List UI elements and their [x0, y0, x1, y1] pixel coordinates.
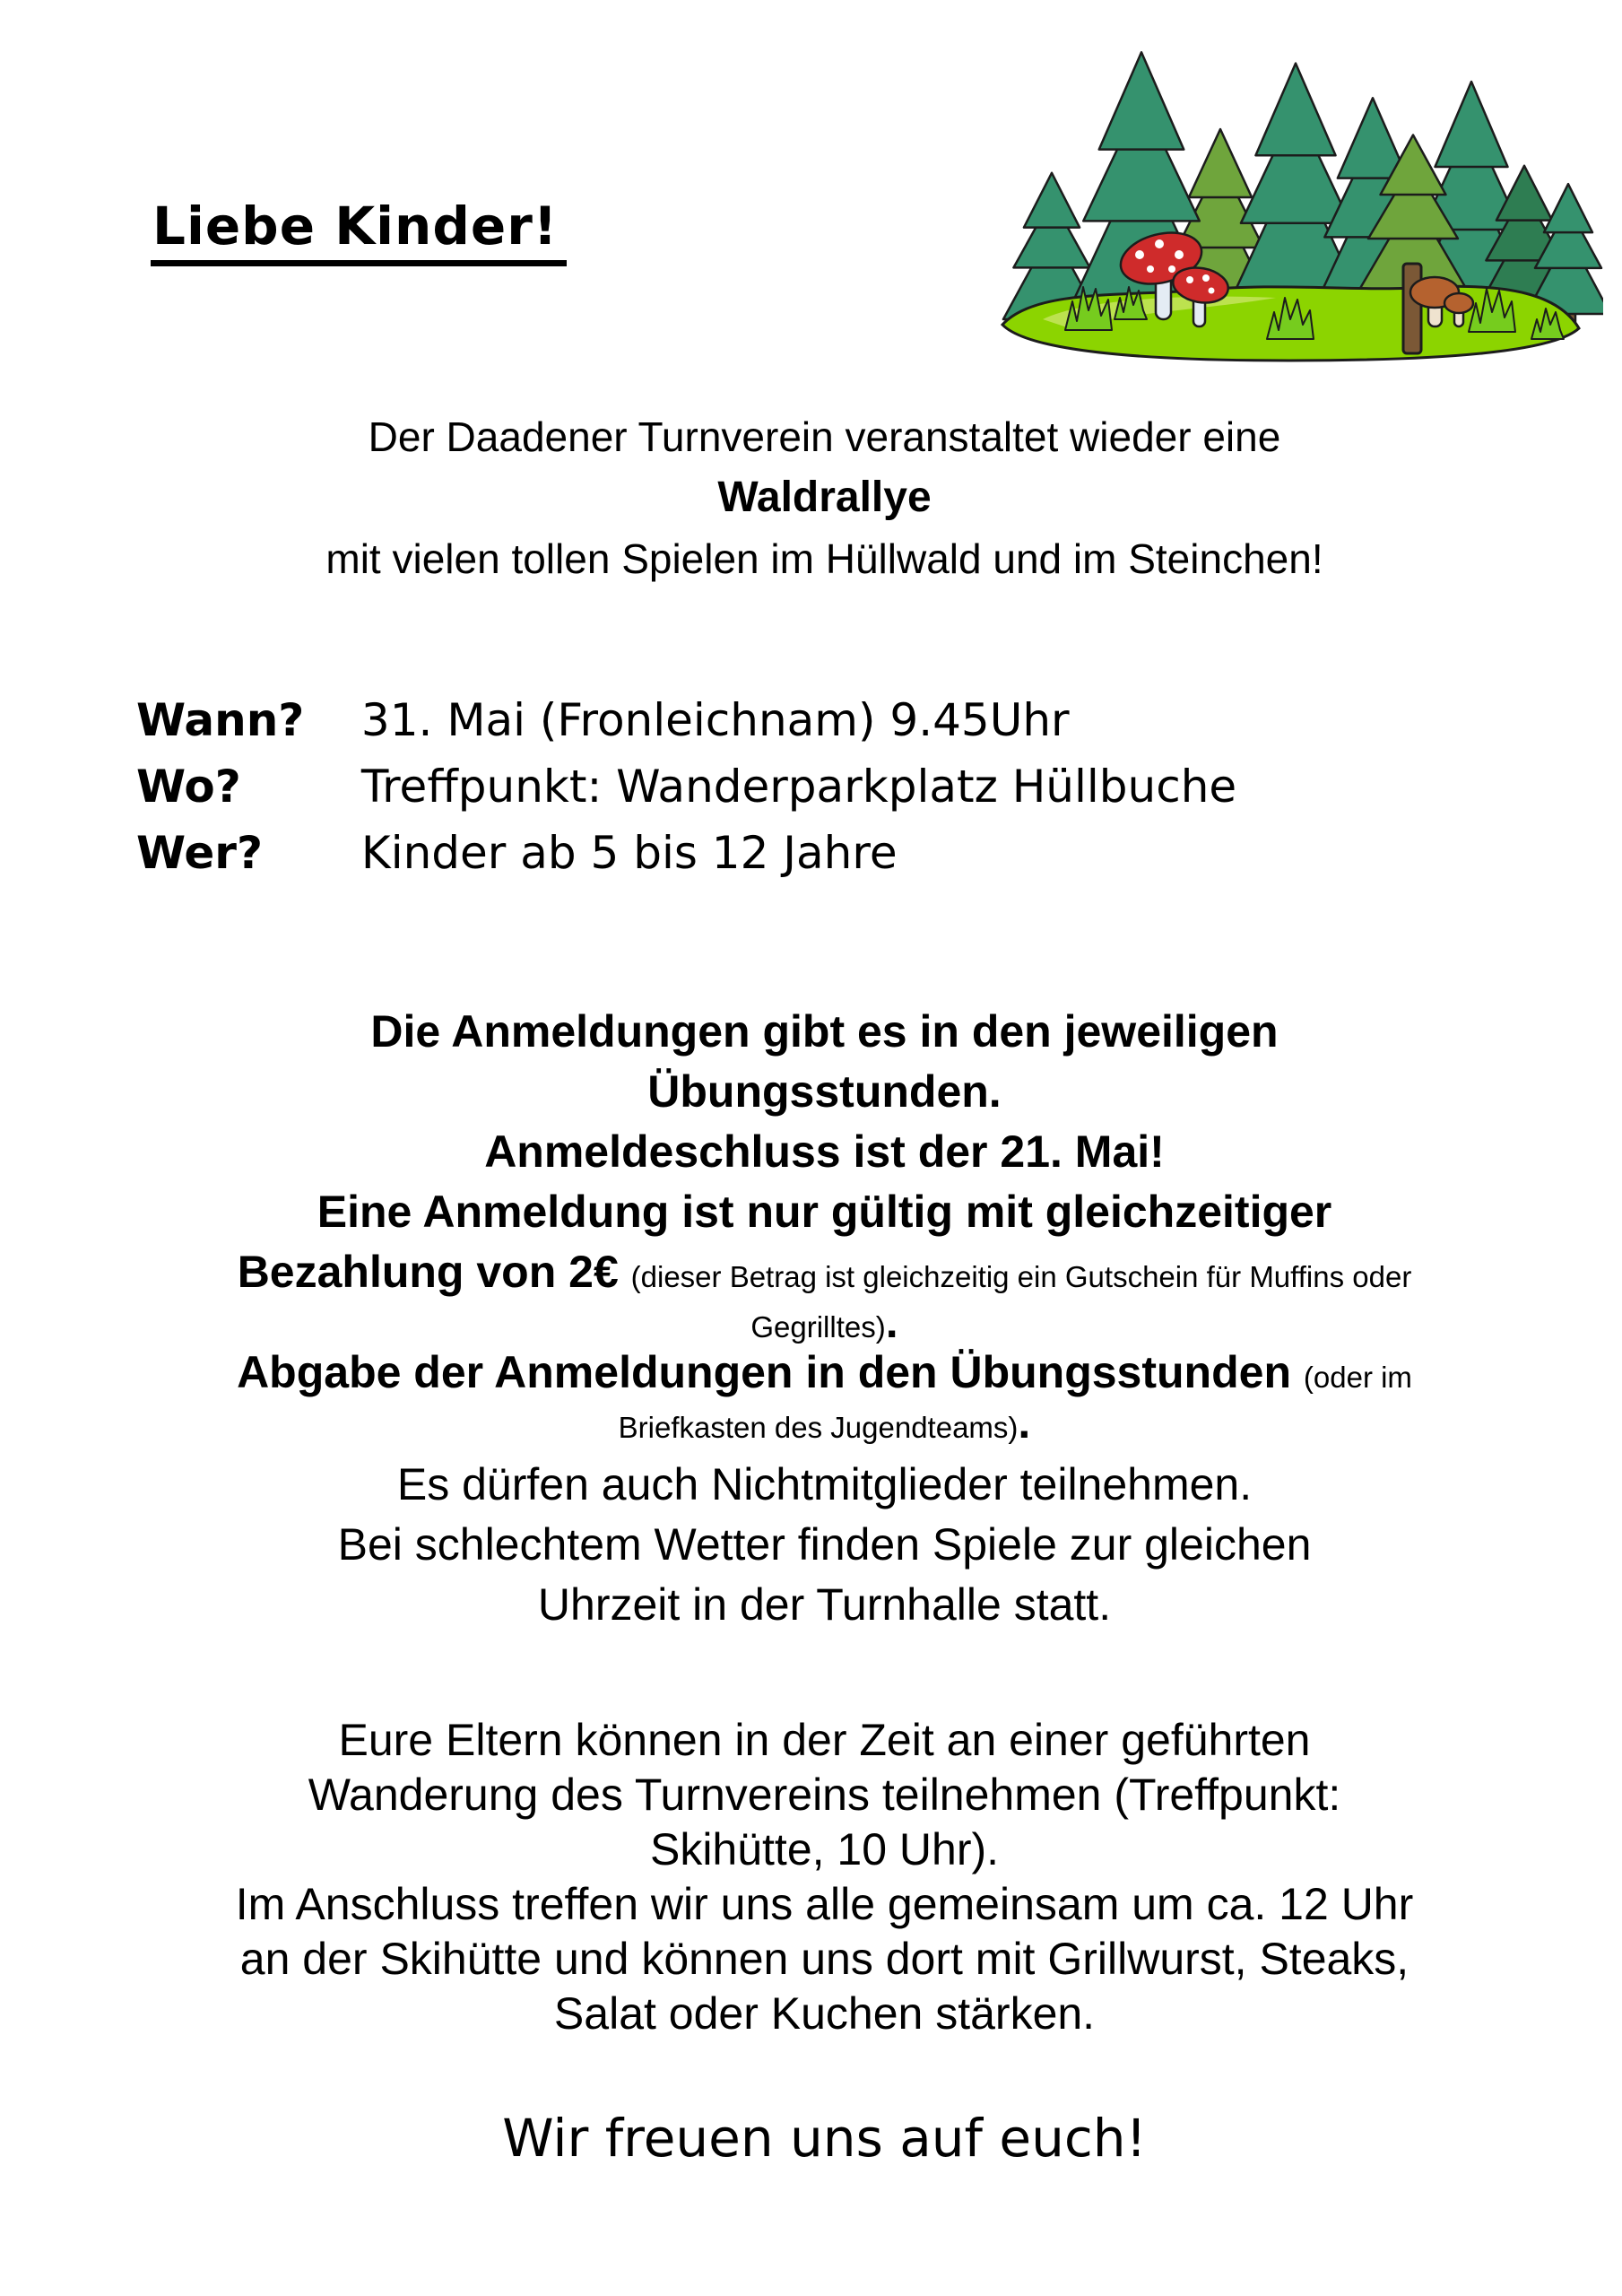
parents-line-2: Wanderung des Turnvereins teilnehmen (Treffpunkt:	[308, 1770, 1341, 1820]
parents-line-6: Salat oder Kuchen stärken.	[553, 1988, 1096, 2039]
notes-line-3: Uhrzeit in der Turnhalle statt.	[537, 1579, 1112, 1630]
intro-line-1: Der Daadener Turnverein veranstaltet wieder eine	[368, 413, 1281, 460]
parents-line-4: Im Anschluss treffen wir uns alle gemeinsam um ca. 12 Uhr	[235, 1879, 1414, 1929]
parents-line-3: Skihütte, 10 Uhr).	[649, 1824, 1000, 1874]
when-value: 31. Mai (Fronleichnam) 9.45Uhr	[360, 694, 1070, 746]
page-title: Liebe Kinder!	[151, 196, 567, 266]
payment-note: (dieser Betrag ist gleichzeitig ein Gutschein für Muffins oder	[630, 1260, 1412, 1293]
where-value: Treffpunkt: Wanderparkplatz Hüllbuche	[360, 761, 1237, 813]
detail-row-where	[136, 753, 1236, 820]
closing-line: Wir freuen uns auf euch!	[502, 2108, 1147, 2169]
participation-notes	[27, 1455, 1622, 1635]
parents-info	[27, 1713, 1622, 2041]
tree-trunk	[1403, 264, 1421, 353]
registration-payment	[27, 1242, 1622, 1302]
where-label: Wo?	[136, 761, 241, 813]
intro-paragraph	[27, 406, 1622, 589]
registration-line-2: Übungsstunden.	[647, 1066, 1002, 1117]
forest-clipart	[980, 23, 1603, 366]
submission-note-end: Briefkasten des Jugendteams)	[618, 1411, 1019, 1444]
payment-bold: Bezahlung von 2€	[237, 1247, 631, 1297]
event-details	[136, 687, 1236, 886]
parents-line-5: an der Skihütte und können uns dort mit Grillwurst, Steaks,	[239, 1934, 1409, 1984]
notes-line-1: Es dürfen auch Nichtmitglieder teilnehmen.	[396, 1459, 1253, 1509]
registration-deadline: Anmeldeschluss ist der 21. Mai!	[484, 1126, 1165, 1177]
event-name: Waldrallye	[717, 474, 932, 521]
registration-info	[27, 1002, 1622, 1448]
detail-row-when	[136, 687, 1236, 753]
intro-line-3: mit vielen tollen Spielen im Hüllwald und im Steinchen!	[325, 535, 1323, 582]
submission-note: (oder im	[1303, 1361, 1412, 1394]
notes-line-2: Bei schlechtem Wetter finden Spiele zur gleichen	[337, 1519, 1312, 1570]
registration-line-4: Eine Anmeldung ist nur gültig mit gleichzeitiger	[317, 1187, 1332, 1237]
payment-note-end: Gegrilltes)	[750, 1310, 886, 1344]
who-label: Wer?	[136, 827, 263, 879]
submission-bold: Abgabe der Anmeldungen in den Übungsstunden	[237, 1347, 1304, 1397]
when-label: Wann?	[136, 694, 305, 746]
detail-row-who	[136, 820, 1236, 886]
submission-period: .	[1018, 1397, 1031, 1448]
payment-note-cont	[27, 1297, 1622, 1347]
who-value: Kinder ab 5 bis 12 Jahre	[360, 827, 898, 879]
submission-note-cont	[27, 1397, 1622, 1448]
submission-line	[27, 1343, 1622, 1403]
parents-line-1: Eure Eltern können in der Zeit an einer geführten	[338, 1715, 1311, 1765]
registration-line-1: Die Anmeldungen gibt es in den jeweiligen	[370, 1006, 1279, 1057]
payment-period: .	[885, 1297, 898, 1347]
